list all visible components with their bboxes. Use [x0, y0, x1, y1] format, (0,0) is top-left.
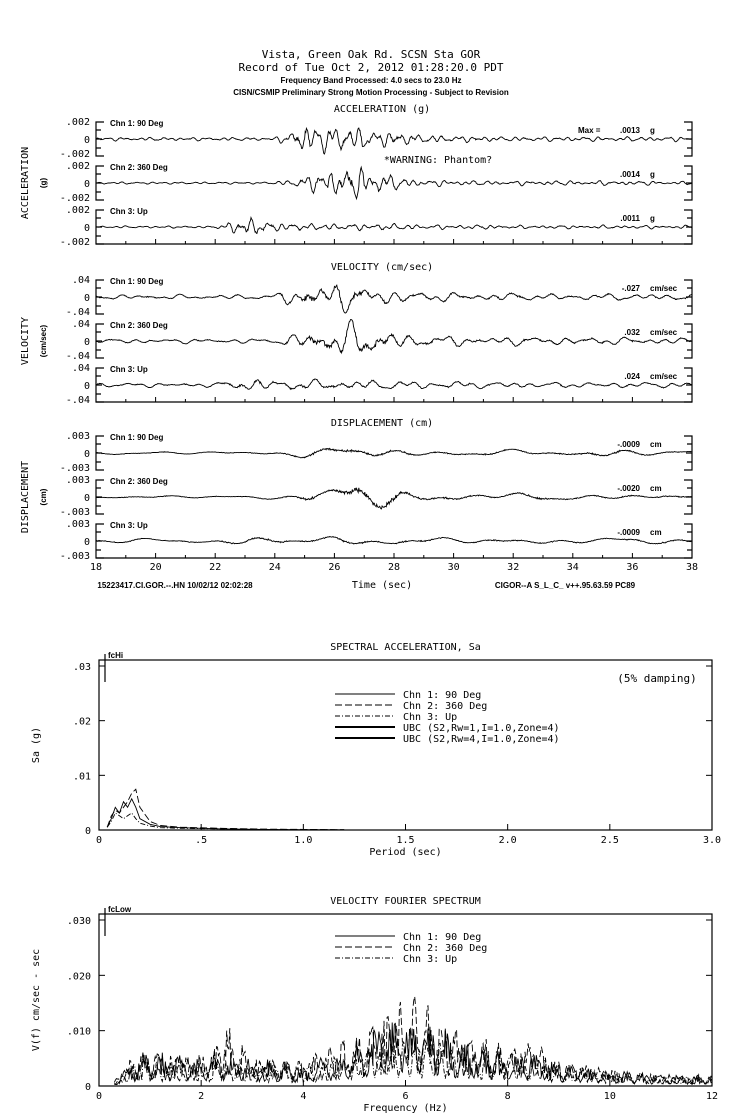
header-line3: Frequency Band Processed: 4.0 secs to 23.0 Hz: [280, 76, 462, 85]
y-tick-label: -.04: [65, 395, 90, 406]
y-tick-label: .002: [65, 161, 90, 172]
max-unit: cm: [650, 528, 662, 537]
panel-ylabel: VELOCITY: [20, 316, 31, 366]
x-tick-label: 8: [504, 1091, 511, 1102]
max-unit: cm/sec: [650, 328, 678, 337]
x-tick-label: 36: [626, 562, 639, 573]
panel-yunit: (cm): [39, 488, 48, 506]
channel-label: Chn 3: Up: [110, 207, 148, 216]
y-tick-label: 0: [83, 449, 90, 460]
y-tick-label: 0: [83, 223, 90, 234]
waveform-trace: [96, 218, 691, 234]
x-tick-label: 34: [566, 562, 579, 573]
x-tick-label: 20: [149, 562, 162, 573]
x-tick-label: 4: [300, 1091, 307, 1102]
chart-title: VELOCITY FOURIER SPECTRUM: [330, 896, 481, 907]
x-tick-label: 3.0: [702, 835, 722, 846]
panel-title: ACCELERATION (g): [333, 104, 431, 115]
x-tick-label: 24: [268, 562, 281, 573]
y-tick-label: .002: [65, 117, 90, 128]
x-tick-label: 18: [89, 562, 103, 573]
legend-label: Chn 2: 360 Deg: [403, 701, 488, 712]
y-axis-bracket: [96, 324, 104, 358]
y-tick-label: .003: [65, 475, 90, 486]
y-tick-label: .010: [66, 1026, 91, 1038]
plot-frame: [99, 660, 712, 830]
time-axis-label: Time (sec): [351, 580, 413, 591]
series-line: [107, 813, 344, 830]
max-label: Max =: [578, 126, 601, 135]
max-value: .024: [624, 372, 640, 381]
footer-left: 15223417.CI.GOR.--.HN 10/02/12 02:02:28: [97, 581, 253, 590]
y-tick-label: .002: [65, 205, 90, 216]
x-tick-label: 22: [209, 562, 222, 573]
waveform-trace: [96, 379, 691, 389]
y-tick-label: 0: [83, 293, 90, 304]
x-tick-label: 2: [198, 1091, 205, 1102]
max-unit: g: [650, 214, 655, 223]
waveform-trace: [96, 448, 691, 458]
max-value: -.0020: [617, 484, 640, 493]
legend-label: Chn 3: Up: [403, 712, 458, 723]
panel-yunit: (g): [39, 177, 48, 189]
x-tick-label: 26: [328, 562, 341, 573]
max-unit: cm: [650, 484, 662, 493]
channel-label: Chn 1: 90 Deg: [110, 119, 164, 128]
channel-label: Chn 2: 360 Deg: [110, 321, 168, 330]
legend-label: Chn 2: 360 Deg: [403, 943, 488, 954]
x-tick-label: 38: [685, 562, 699, 573]
x-tick-label: 1.5: [396, 835, 415, 846]
y-tick-label: -.002: [59, 237, 90, 248]
panel-title: DISPLACEMENT (cm): [330, 418, 434, 429]
y-tick-label: -.04: [65, 307, 90, 318]
y-axis-label: Sa (g): [31, 726, 42, 764]
legend-label: UBC (S2,Rw=4,I=1.0,Zone=4): [403, 734, 560, 745]
x-tick-label: .5: [195, 835, 208, 846]
x-tick-label: 32: [507, 562, 520, 573]
waveform-trace: [96, 488, 691, 509]
y-tick-label: .04: [71, 275, 90, 286]
header-line1: Vista, Green Oak Rd. SCSN Sta GOR: [261, 48, 481, 61]
y-tick-label: .003: [65, 519, 90, 530]
x-tick-label: 6: [402, 1091, 409, 1102]
max-unit: cm/sec: [650, 284, 678, 293]
y-tick-label: 0: [84, 826, 91, 837]
max-value: .0014: [619, 170, 640, 179]
header-line2: Record of Tue Oct 2, 2012 01:28:20.0 PDT: [238, 61, 504, 74]
channel-label: Chn 1: 90 Deg: [110, 277, 164, 286]
y-tick-label: .030: [66, 916, 91, 927]
right-axis-bracket: [684, 436, 692, 470]
max-unit: g: [650, 170, 655, 179]
max-value: .0013: [619, 126, 640, 135]
max-value: -.027: [621, 284, 640, 293]
y-tick-label: .02: [72, 716, 91, 728]
panel-title: VELOCITY (cm/sec): [330, 262, 434, 273]
y-tick-label: 0: [83, 381, 90, 392]
y-tick-label: 0: [83, 537, 90, 548]
y-tick-label: .04: [71, 319, 90, 330]
x-axis-label: Period (sec): [369, 847, 442, 858]
chart-title: SPECTRAL ACCELERATION, Sa: [330, 642, 481, 653]
channel-label: Chn 2: 360 Deg: [110, 477, 168, 486]
x-tick-label: 0: [95, 1091, 103, 1102]
y-tick-label: -.002: [59, 193, 90, 204]
warning-text: *WARNING: Phantom?: [383, 155, 493, 166]
x-tick-label: 10: [603, 1091, 616, 1102]
y-tick-label: .01: [72, 771, 91, 783]
y-axis-bracket: [96, 368, 104, 402]
y-tick-label: -.003: [59, 507, 90, 518]
y-tick-label: -.04: [65, 351, 90, 362]
right-axis-bracket: [684, 368, 692, 402]
header-line4: CISN/CSMIP Preliminary Strong Motion Processing - Subject to Revision: [233, 88, 509, 97]
max-value: -.0009: [617, 528, 640, 537]
max-value: -.0009: [617, 440, 640, 449]
marker-label: fcHi: [108, 651, 124, 660]
legend-label: UBC (S2,Rw=1,I=1.0,Zone=4): [403, 723, 560, 734]
legend-label: Chn 3: Up: [403, 954, 458, 965]
y-tick-label: 0: [83, 337, 90, 348]
y-tick-label: 0: [84, 1082, 91, 1093]
x-tick-label: 1.0: [294, 835, 313, 846]
y-tick-label: 0: [83, 135, 90, 146]
y-tick-label: .020: [66, 971, 91, 983]
max-value: .032: [624, 328, 640, 337]
waveform-trace: [96, 167, 691, 198]
x-tick-label: 2.5: [600, 835, 619, 846]
waveform-trace: [96, 128, 691, 154]
waveform-trace: [96, 537, 691, 544]
panel-ylabel: ACCELERATION: [20, 146, 31, 220]
damping-note: (5% damping): [617, 672, 697, 685]
legend-label: Chn 1: 90 Deg: [403, 690, 482, 701]
y-axis-label: V(f) cm/sec - sec: [31, 948, 42, 1052]
max-value: .0011: [620, 214, 640, 223]
y-tick-label: 0: [83, 179, 90, 190]
x-tick-label: 2.0: [498, 835, 517, 846]
max-unit: cm/sec: [650, 372, 678, 381]
series-line: [107, 799, 344, 830]
x-tick-label: 28: [387, 562, 401, 573]
footer-right: CIGOR--A S_L_C_ v++.95.63.59 PC89: [494, 581, 636, 590]
x-tick-label: 0: [95, 835, 103, 846]
x-axis-label: Frequency (Hz): [363, 1103, 448, 1114]
x-tick-label: 12: [705, 1091, 719, 1102]
channel-label: Chn 3: Up: [110, 365, 148, 374]
y-tick-label: .03: [72, 662, 91, 673]
y-tick-label: .003: [65, 431, 90, 442]
legend-label: Chn 1: 90 Deg: [403, 932, 482, 943]
marker-label: fcLow: [108, 905, 132, 914]
panel-ylabel: DISPLACEMENT: [20, 460, 31, 534]
x-tick-label: 30: [447, 562, 460, 573]
y-tick-label: -.003: [59, 551, 90, 562]
channel-label: Chn 3: Up: [110, 521, 148, 530]
waveform-trace: [96, 285, 691, 313]
y-tick-label: -.002: [59, 149, 90, 160]
max-unit: cm: [650, 440, 662, 449]
panel-yunit: (cm/sec): [39, 324, 48, 358]
y-tick-label: -.003: [59, 463, 90, 474]
y-tick-label: .04: [71, 363, 90, 374]
waveform-trace: [96, 320, 691, 353]
channel-label: Chn 1: 90 Deg: [110, 433, 164, 442]
y-tick-label: 0: [83, 493, 90, 504]
max-unit: g: [650, 126, 655, 135]
channel-label: Chn 2: 360 Deg: [110, 163, 168, 172]
